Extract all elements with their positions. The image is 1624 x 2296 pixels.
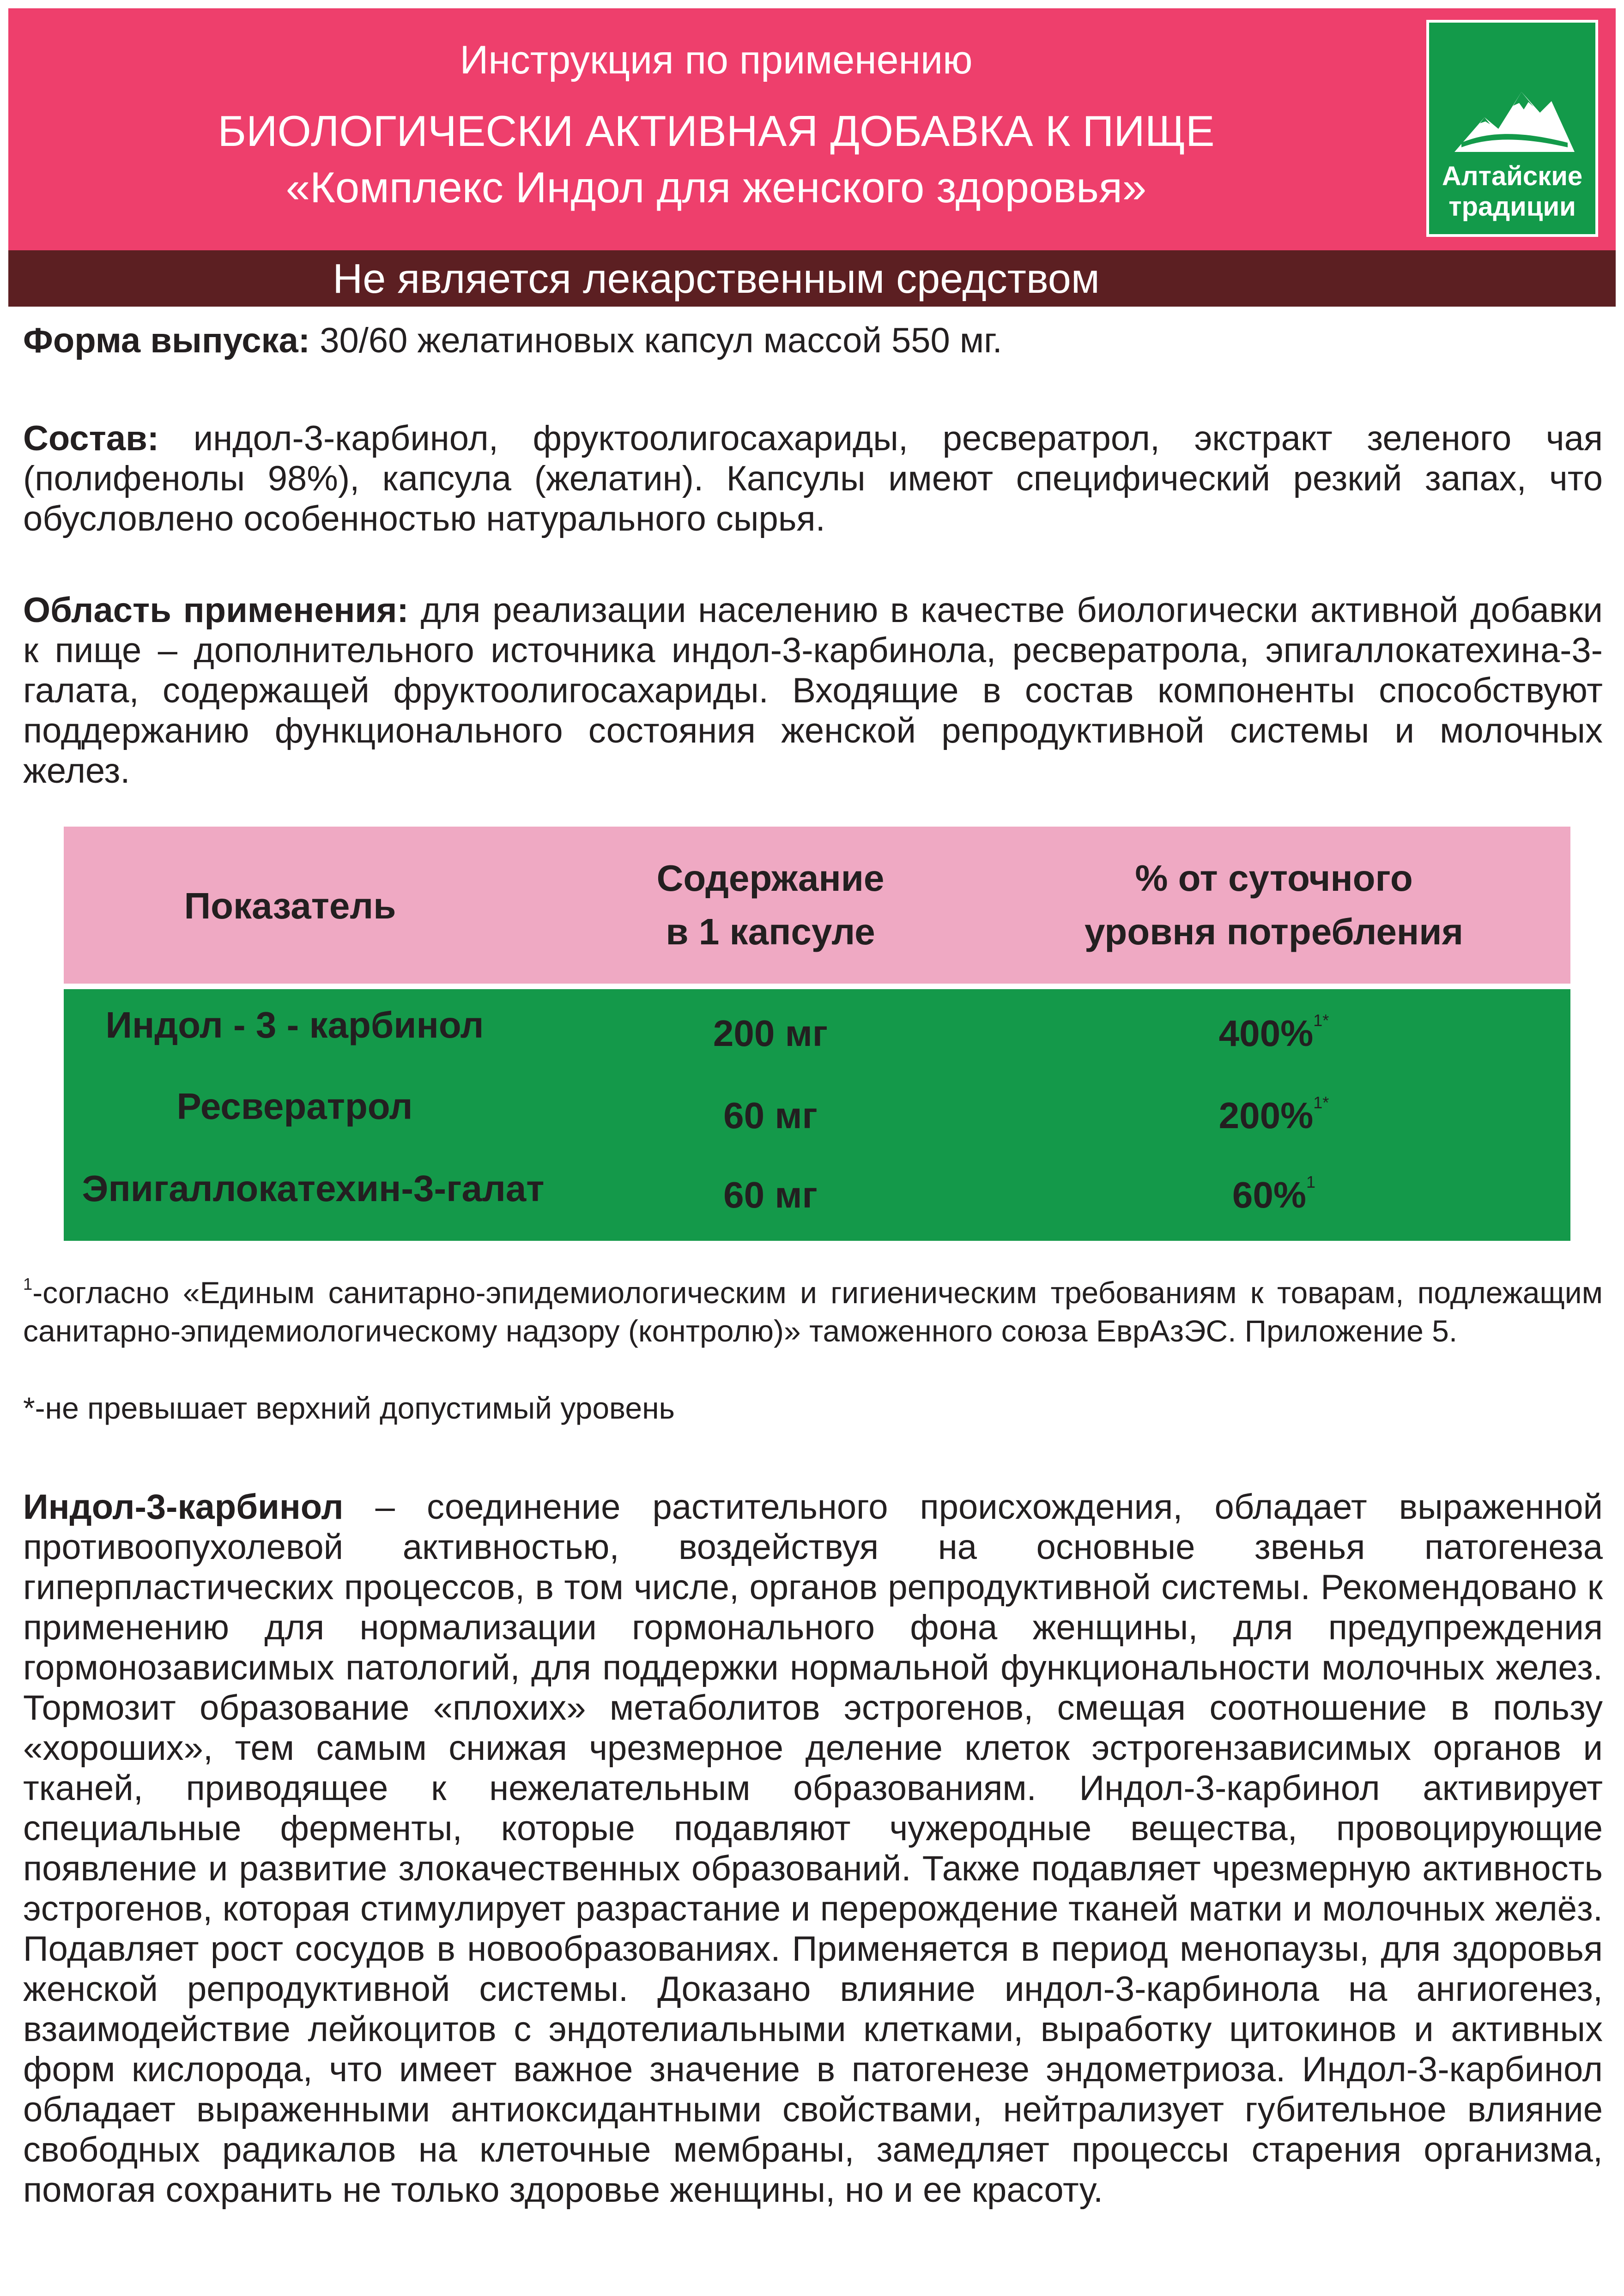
header-content: Содержание в 1 капсуле — [656, 858, 885, 952]
footnote-1: $^1$-согласно «Единым санитарно-эпидемиологическим и гигиеническим требованиям к товарам, подлежащим санитарно-эпидемиологическому надзору (контролю)» таможенного союза ЕврАзЭС. Приложение 5. — [23, 1274, 1603, 1348]
product-category: БИОЛОГИЧЕСКИ АКТИВНАЯ ДОБАВКА К ПИЩЕ — [218, 107, 1215, 155]
mountains-icon — [1452, 73, 1577, 157]
header-title-block — [8, 36, 1424, 213]
header-indicator: Показатель — [184, 885, 396, 926]
row-3-amount: 60 мг — [723, 1174, 818, 1215]
table-header — [64, 827, 1570, 984]
row-2-percent: 200%$^{1*}$ — [1218, 1093, 1329, 1136]
nutrient-table — [64, 827, 1570, 1241]
product-name: «Комплекс Индол для женского здоровья» — [285, 163, 1147, 211]
row-2-name: Ресвератрол — [176, 1086, 413, 1127]
brand-logo — [1426, 20, 1598, 237]
row-1-percent: 400%$^{1*}$ — [1218, 1010, 1329, 1054]
application-area: Область применения: для реализации населению в качестве биологически активной добавки к пище – дополнительного источника индол-3-карбинола, ресвератрола, эпигаллокатехина-3-галата, содержащей фруктоолигосахариды. Входящие в состав компоненты способствуют поддержанию функционального состояния женской репродуктивной системы и молочных желез. — [23, 591, 1603, 791]
header-daily-percent: % от суточного уровня потребления — [1084, 858, 1464, 952]
row-3-percent: 60%$^1$ — [1232, 1172, 1316, 1215]
composition: Состав: индол-3-карбинол, фруктоолигосахариды, ресвератрол, экстракт зеленого чая (полифенолы 98%), капсула (желатин). Капсулы имеют специфический резкий запах, что обусловлено особенностью натурального сырья. — [23, 419, 1603, 538]
table-body — [64, 989, 1570, 1241]
header-banner — [8, 8, 1616, 250]
indole-description: Индол-3-карбинол – соединение растительного происхождения, обладает выраженной противоопухолевой активностью, воздействуя на основные звенья патогенеза гиперпластических процессов, в том числе, органов репродуктивной системы. Рекомендовано к применению для нормализации гормонального фона женщины, для предупреждения гормонозависимых патологий, для поддержки нормальной функциональности молочных желез. Тормозит образование «плохих» метаболитов эстрогенов, смещая соотношение в пользу «хороших», тем самым снижая чрезмерное деление клеток эстрогензависимых органов и тканей, приводящее к нежелательным образованиям. Индол-3-карбинол активирует специальные ферменты, которые подавляют чужеродные вещества, провоцирующие появление и развитие злокачественных образований. Также подавляет чрезмерную активность эстрогенов, которая стимулирует разрастание и перерождение тканей матки и молочных желёз. Подавляет рост сосудов в новообразованиях. Применяется в период менопаузы, для здоровья женской репродуктивной системы. Доказано влияние индол-3-карбинола на ангиогенез, взаимодействие лейкоцитов с эндотелиальными клетками, выработку цитокинов и активных форм кислорода, что имеет важное значение в патогенезе эндометриоза. Индол-3-карбинол обладает выраженными антиоксидантными свойствами, нейтрализует губительное влияние свободных радикалов на клеточные мембраны, замедляет процессы старения организма, помогая сохранить не только здоровье женщины, но и ее красоту. — [23, 1487, 1603, 2210]
row-1-amount: 200 мг — [713, 1013, 828, 1054]
row-1-name: Индол - 3 - карбинол — [105, 1004, 484, 1045]
not-medicine-banner — [8, 250, 1616, 307]
not-medicine-text: Не является лекарственным средством — [333, 256, 1100, 302]
brand-name: Алтайские традиции — [1442, 161, 1583, 222]
footnote-2: *-не превышает верхний допустимый уровень — [23, 1391, 675, 1425]
row-3-name: Эпигаллокатехин-3-галат — [82, 1168, 545, 1209]
row-2-amount: 60 мг — [723, 1095, 818, 1136]
instruction-title: Инструкция по применению — [460, 38, 973, 82]
release-form: Форма выпуска: 30/60 желатиновых капсул массой 550 мг. — [23, 321, 1002, 360]
